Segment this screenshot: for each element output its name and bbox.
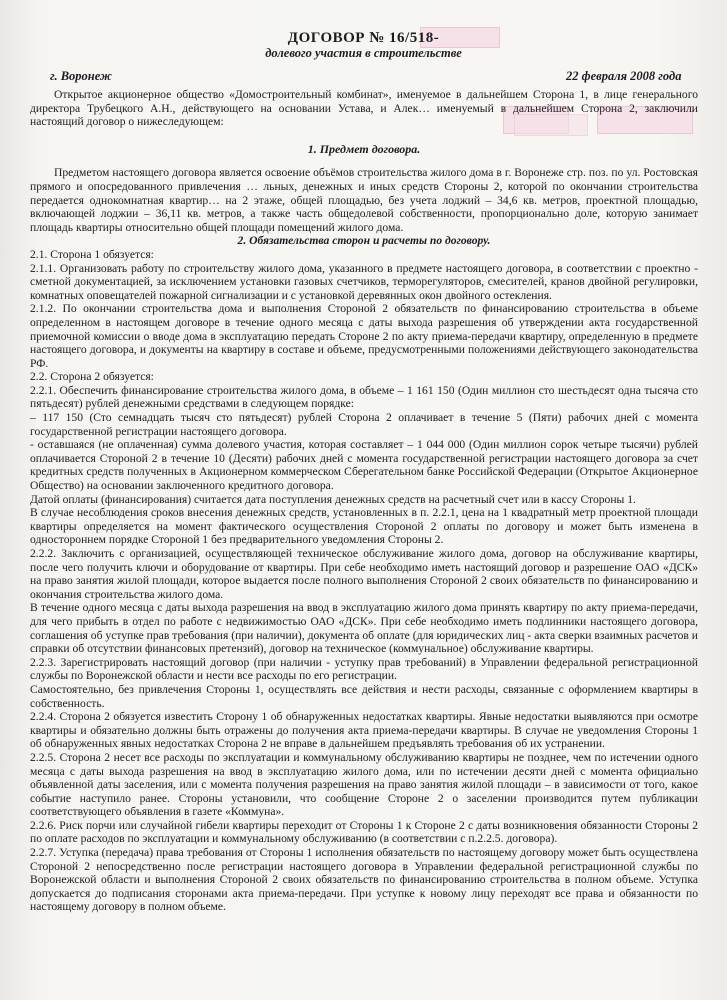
document-title: ДОГОВОР № 16/518-: [287, 30, 440, 46]
clause-2-2-1-a: – 117 150 (Сто семнадцать тысяч сто пятьдесят) рублей Сторона 2 оплачивает в течение 5 (Пяти) рабочих дней с момента государственной регистрации настоящего договора.: [30, 411, 698, 438]
clause-2-2-1-d: В случае несоблюдения сроков внесения денежных средств, установленных в п. 2.2.1, цена на 1 квадратный метр проектной площади квартиры определяется на момент фактического осуществления Стороной 2 оплаты по договору и может быть изменена в одностороннем порядке Стороной 1 без предварительного уведомления Стороны 2.: [30, 506, 698, 547]
clause-2-2-3-b: Самостоятельно, без привлечения Стороны 1, осуществлять все действия и нести расходы, связанные с оформлением квартиры в собственность.: [30, 682, 698, 710]
clause-2-2-3: 2.2.3. Зарегистрировать настоящий договор (при наличии - уступку прав требований) в Управлении федеральной регистрационной службы по Воронежской области и нести все расходы по его регистрации.: [30, 655, 698, 683]
clause-2-2: 2.2. Сторона 2 обязуется:: [30, 370, 154, 384]
clause-2-1-2: 2.1.2. По окончании строительства дома и выполнения Стороной 2 обязательств по финансированию строительства в объеме определенном в настоящем договоре в течение одного месяца с даты выхода разрешения об утверждении акта государственной приемочной комиссии о вводе дома в эксплуатацию передать Стороне 2 по акту приема-передачи квартиру, определенную в предмете настоящего договора, и документы на квартиру в составе и объеме, предусмотренными положениями действующего законодательства РФ.: [30, 302, 698, 370]
section-2-heading: 2. Обязательства сторон и расчеты по договору.: [237, 234, 491, 248]
document-date: 22 февраля 2008 года: [566, 69, 682, 83]
clause-2-1-1: 2.1.1. Организовать работу по строительству жилого дома, указанного в предмете настоящего договора, в соответствии с проектно - сметной документацией, за исключением установки газовых счетчиков, терморегуляторов, смесителей, кранов двойной регулировки, комнатных оповещателей пожарной сигнализации и с установкой деревянных окон двойного остекления.: [30, 261, 698, 302]
clause-2-2-5: 2.2.5. Сторона 2 несет все расходы по эксплуатации и коммунальному обслуживанию квартиры не позднее, чем по истечении одного месяца с даты выхода разрешения на ввод в эксплуатацию жилого дома, или по истечении десяти дней с момента официально объявленной даты заселения, или с момента получения разрешения на право занятия жилой площади – в зависимости от того, какое событие наступило ранее. Стороны установили, что сообщение Стороне 2 о заселении производится путем публикации соответствующего объявления в газете «Коммуна».: [30, 750, 698, 819]
clause-2-2-7: 2.2.7. Уступка (передача) права требования от Стороны 1 исполнения обязательств по настоящему договору может быть осуществлена Стороной 2 непосредственно после регистрации настоящего договора в Управлении федеральной регистрационной службы по Воронежской области и выполнения Стороной 2 своих обязательств по финансированию строительства в полном объеме. Уступка допускается до подписания сторонами акта приема-передачи. При уступке к новому лицу переходят все права и обязанности по настоящему договору в полном объеме.: [30, 846, 698, 914]
clause-2-2-4: 2.2.4. Сторона 2 обязуется известить Сторону 1 об обнаруженных недостатках квартиры. Явные недостатки выявляются при осмотре квартиры и обязательно должны быть отражены до получения акта приема-передачи квартиры. В случае не уведомления Стороны 1 об обнаруженных явных недостатках Сторона 2 не вправе в дальнейшем предъявлять требования об их устранении.: [30, 710, 698, 751]
document-subtitle: долевого участия в строительстве: [265, 46, 462, 60]
section-1-heading: 1. Предмет договора.: [307, 141, 421, 156]
intro-paragraph: Открытое акционерное общество «Домостроительный комбинат», именуемое в дальнейшем Сторона 1, в лице генерального директора Трубецкого А.Н., действующего на основании Устава, и Алек… именуемый в дальнейшем Сторона 2, заключили настоящий договор о нижеследующем:: [30, 88, 698, 129]
clause-2-2-1: 2.2.1. Обеспечить финансирование строительства жилого дома, в объеме – 1 161 150 (Один миллион сто шестьдесят одна тысяча сто пятьдесят) рублей денежными средствами в следующем порядке:: [30, 383, 698, 411]
clause-2-2-1-b: - оставшаяся (не оплаченная) сумма долевого участия, которая составляет – 1 044 000 (Один миллион сорок четыре тысячи) рублей оплачивается Стороной 2 в течение 10 (Десяти) рабочих дней с момента государственной регистрации настоящего договора за счет кредитных средств полученных в Акционерном коммерческом Сберегательном банке Российской Федерации (Открытое Акционерное Общество) на основании заключенного кредитного договора.: [30, 438, 698, 493]
clause-2-2-2-b: В течение одного месяца с даты выхода разрешения на ввод в эксплуатацию жилого дома принять квартиру по акту приема-передачи, для чего прибыть в отдел по работе с недвижимостью ОАО «ДСК». При себе необходимо иметь подлинники настоящего договора, соглашения об уступке прав требования (при наличии), документа об оплате (для юридических лиц - акта сверки взаимных расчетов и справки об отсутствии финансовых претензий), договор на техническое (коммунальное) обслуживание квартиры.: [30, 601, 698, 656]
section-1-text: Предметом настоящего договора является освоение объёмов строительства жилого дома в г. Воронеже стр. поз. по ул. Ростовская прямого и опосредованного привлечения … льных, денежных и иных средств Стороны 2, которой по окончании строительства передается однокомнатная квартир… на 2 этаже, общей площадью, без учета лоджий – 34,6 кв. метров, проектной площадью, включающей лоджии – 36,11 кв. метров, а также часть общедолевой собственности, пропорционально доле, которую занимает площадь квартиры относительно общей площади помещений жилого дома.: [30, 166, 698, 234]
document-city: г. Воронеж: [50, 69, 112, 83]
clause-2-2-6: 2.2.6. Риск порчи или случайной гибели квартиры переходит от Стороны 1 к Стороне 2 с даты возникновения обязанности Стороны 2 по оплате расходов по эксплуатации и коммунальному обслуживанию (в соответствии с п.2.2.5. договора).: [30, 818, 698, 846]
clause-2-2-2: 2.2.2. Заключить с организацией, осуществляющей техническое обслуживание жилого дома, договор на обслуживание квартиры, после чего получить ключи и оборудование от квартиры. При себе необходимо иметь настоящий договор и разрешение ОАО «ДСК» на право занятия жилой площади, которое выдается после полного выполнения Стороной 2 своих обязательств по финансированию и окончания строительства жилого дома.: [30, 547, 698, 601]
document-body: [30, 88, 698, 914]
clause-2-2-1-c: Датой оплаты (финансирования) считается дата поступления денежных средств на расчетный счет или в кассу Стороны 1.: [30, 492, 636, 506]
clause-2-1: 2.1. Сторона 1 обязуется:: [30, 247, 154, 261]
